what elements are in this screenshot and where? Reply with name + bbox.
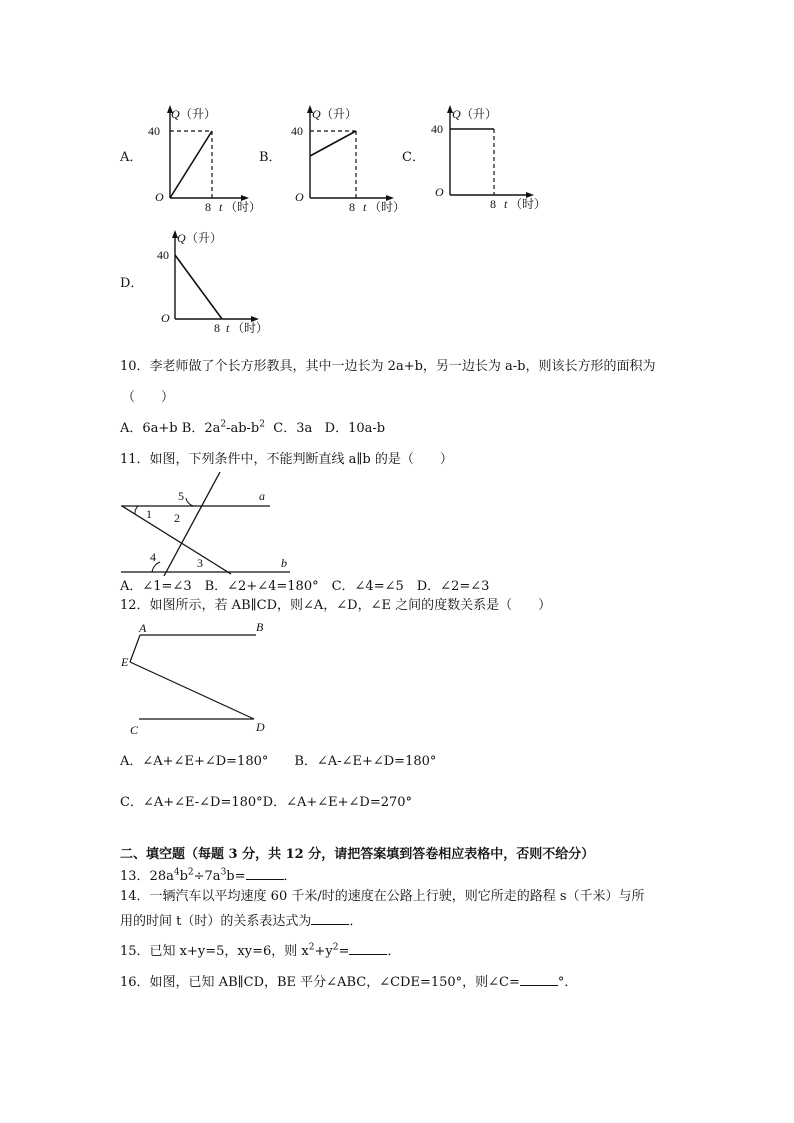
option-c-label: C． <box>402 150 425 165</box>
graph-option-d <box>150 228 270 340</box>
q10-answer-paren: （ ） <box>122 390 175 405</box>
graph-option-c <box>425 103 550 215</box>
svg-text:（升）: （升） <box>186 231 223 245</box>
svg-text:（升）: （升） <box>461 107 498 121</box>
svg-text:A: A <box>139 621 147 635</box>
svg-text:t: t <box>219 200 223 214</box>
q13: 13．$28a^4b^2\div 7a^3b=$ ． <box>120 867 297 884</box>
svg-text:Q: Q <box>312 107 321 121</box>
q10-options <box>120 421 385 437</box>
q15: 15．已知 x+y=5，xy=6，则 $x^2+y^2=$ ． <box>120 942 401 959</box>
q12-options-row1: A．∠A+∠E+∠D=180° B．∠A-∠E+∠D=180° <box>120 754 437 769</box>
q11-options: A．∠1=∠3 B．∠2+∠4=180° C．∠4=∠5 D．∠2=∠3 <box>120 579 490 594</box>
svg-text:a: a <box>259 489 265 503</box>
svg-text:O: O <box>435 185 444 199</box>
section-2-heading: 二、填空题（每题 3 分，共 12 分，请把答案填到答卷相应表格中，否则不给分） <box>120 847 595 862</box>
svg-text:t: t <box>226 321 230 335</box>
svg-text:40: 40 <box>157 248 169 262</box>
graph-option-a <box>145 103 262 215</box>
svg-text:4: 4 <box>150 550 156 564</box>
q15-answer-blank <box>349 942 387 955</box>
svg-text:Q: Q <box>171 107 180 121</box>
option-d-label: D． <box>120 276 144 291</box>
svg-text:8: 8 <box>214 321 220 335</box>
svg-text:E: E <box>121 655 129 669</box>
svg-text:（升）: （升） <box>321 107 358 121</box>
graph-option-b <box>285 103 406 215</box>
svg-text:t: t <box>363 200 367 214</box>
q11-figure <box>118 470 298 578</box>
q12-options-row2: C．∠A+∠E-∠D=180°D．∠A+∠E+∠D=270° <box>120 795 413 810</box>
option-b-label: B． <box>259 150 282 165</box>
q10-option-b: B．$2a^2-ab-b^2$ <box>181 419 265 436</box>
svg-text:1: 1 <box>146 507 152 521</box>
svg-text:8: 8 <box>205 200 211 214</box>
q10-option-c: C．3a <box>273 421 313 436</box>
svg-text:O: O <box>155 190 164 204</box>
q16: 16．如图，已知 AB∥CD，BE 平分∠ABC，∠CDE=150°，则∠C= °． <box>120 975 578 990</box>
q10-option-a: A．6a+b <box>120 421 178 436</box>
svg-text:t: t <box>504 197 508 211</box>
svg-text:（时）: （时） <box>369 200 406 214</box>
svg-text:O: O <box>295 190 304 204</box>
svg-text:Q: Q <box>177 231 186 245</box>
svg-text:8: 8 <box>490 197 496 211</box>
svg-text:5: 5 <box>178 489 184 503</box>
svg-text:2: 2 <box>174 511 180 525</box>
svg-text:b: b <box>281 556 287 570</box>
svg-text:O: O <box>161 311 170 325</box>
option-a-label: A． <box>120 150 143 165</box>
q12-figure <box>118 620 278 740</box>
q10-option-d: D．10a-b <box>324 421 386 436</box>
svg-text:40: 40 <box>148 124 160 138</box>
svg-text:40: 40 <box>431 122 443 136</box>
svg-text:3: 3 <box>197 556 203 570</box>
q11-stem: 11．如图，下列条件中，不能判断直线 a∥b 的是（ ） <box>120 452 453 467</box>
q12-stem: 12．如图所示，若 AB∥CD，则∠A，∠D，∠E 之间的度数关系是（ ） <box>120 598 552 613</box>
svg-text:（时）: （时） <box>510 197 547 211</box>
svg-text:Q: Q <box>452 107 461 121</box>
svg-text:（时）: （时） <box>225 200 262 214</box>
q14-line1: 14．一辆汽车以平均速度 60 千米/时的速度在公路上行驶，则它所走的路程 s（千米）与所 <box>120 889 645 904</box>
svg-text:40: 40 <box>291 124 303 138</box>
q13-answer-blank <box>246 867 284 880</box>
svg-text:D: D <box>256 720 265 734</box>
q10-stem: 10．李老师做了个长方形教具，其中一边长为 2a+b，另一边长为 a-b，则该长方形的面积为 <box>120 359 656 374</box>
svg-text:C: C <box>130 723 139 737</box>
svg-text:8: 8 <box>349 200 355 214</box>
q14-line2: 用的时间 t（时）的关系表达式为 ． <box>120 914 363 929</box>
q14-answer-blank <box>311 912 349 925</box>
svg-text:（时）: （时） <box>232 321 269 335</box>
svg-text:（升）: （升） <box>180 107 217 121</box>
q16-answer-blank <box>520 973 558 986</box>
svg-text:B: B <box>256 620 264 634</box>
